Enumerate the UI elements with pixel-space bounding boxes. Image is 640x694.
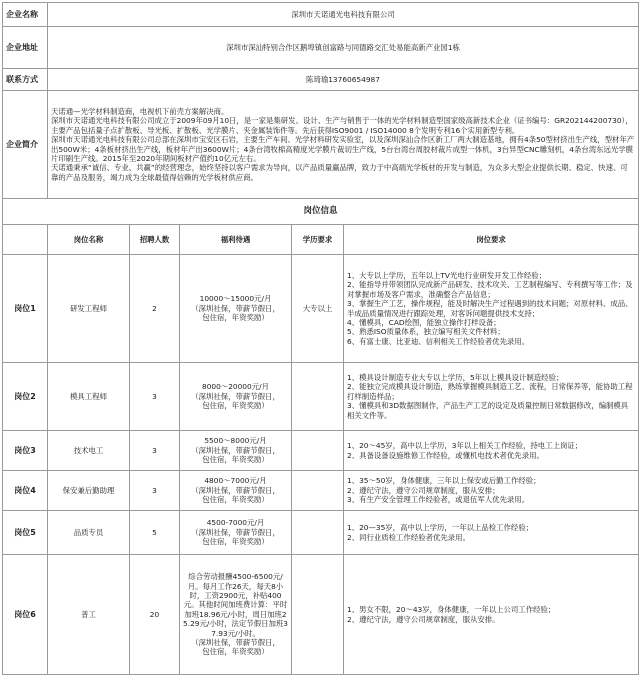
requirement-item: 5、熟悉ISO质量体系，独立编写相关文件材料； xyxy=(347,327,505,337)
header-education: 学历要求 xyxy=(292,225,344,255)
position-count: 3 xyxy=(130,471,180,511)
header-headcount: 招聘人数 xyxy=(130,225,180,255)
requirement-item: 1、35～50岁，身体健康，三年以上保安或后勤工作经验； xyxy=(347,476,541,486)
requirement-item: 2、能独立完成模具设计制造，熟练掌握模具制造工艺、流程，日常保养等，能协助工程打样制造样品； xyxy=(347,382,633,401)
company-intro xyxy=(48,91,639,199)
position-name: 品质专员 xyxy=(48,511,130,555)
position-benefits: 4500-7000元/月 （深圳社保，带薪节假日， 包住宿，年资奖励） xyxy=(180,511,292,555)
position-education xyxy=(292,363,344,431)
company-name-label: 企业名称 xyxy=(3,3,48,27)
requirement-item: 1、20—35岁，高中以上学历，一年以上品检工作经验； xyxy=(347,523,534,533)
position-requirements xyxy=(344,471,639,511)
position-benefits: 4800～7000元/月 （深圳社保，带薪节假日， 包住宿，年资奖励） xyxy=(180,471,292,511)
position-requirements xyxy=(344,555,639,675)
position-education xyxy=(292,431,344,471)
requirement-item: 6、有富士康、比亚迪、信利相关工作经验者优先录用。 xyxy=(347,336,530,346)
position-name: 技术电工 xyxy=(48,431,130,471)
table-row xyxy=(3,555,639,675)
table-row xyxy=(3,511,639,555)
company-intro-row xyxy=(3,91,639,199)
requirement-item: 2、具备设备设施维修工作经验，或懂机电技术者优先录用。 xyxy=(347,450,544,460)
position-name: 保安兼后勤助理 xyxy=(48,471,130,511)
position-name: 模具工程师 xyxy=(48,363,130,431)
company-address-label: 企业地址 xyxy=(3,27,48,69)
company-address: 深圳市深汕特别合作区鹅埠镇创富路与同德路交汇处易能高新产业园1栋 xyxy=(48,27,639,69)
position-requirements xyxy=(344,511,639,555)
position-label: 岗位4 xyxy=(3,471,48,511)
recruitment-table xyxy=(2,2,639,675)
position-count: 2 xyxy=(130,255,180,363)
table-row xyxy=(3,255,639,363)
requirement-item: 3、懂模具和3D数据图制作，产品生产工艺的设定及质量控制日常数据修改，编制模具相关文件等。 xyxy=(347,401,629,420)
requirement-item: 4、懂模具，CAD绘图，能独立操作打样设备； xyxy=(347,317,501,327)
company-address-row xyxy=(3,27,639,69)
position-label: 岗位6 xyxy=(3,555,48,675)
requirement-item: 1、男女不限，20～43岁，身体健康，一年以上公司工作经验； xyxy=(347,605,556,615)
requirement-item: 2、遵纪守法，遵守公司规章制度，服从安排。 xyxy=(347,614,500,624)
position-name: 普工 xyxy=(48,555,130,675)
position-requirements xyxy=(344,431,639,471)
requirement-item: 2、同行业质检工作经验者优先录用。 xyxy=(347,532,470,542)
requirement-item: 1、模具设计制造专业大专以上学历，5年以上模具设计制造经验； xyxy=(347,372,564,382)
position-education xyxy=(292,511,344,555)
contact-info: 陈琦瑜13760654987 xyxy=(48,69,639,91)
company-name-row xyxy=(3,3,639,27)
intro-paragraph: 深圳市天诺通光电科技有限公司总部在深圳市宝安区石岩，主要生产车间、光学材料研发实验室，以及深圳深汕合作区新工厂两大制造基地，拥有4条50型材挤出生产线，型材年产出500W米；4条板材挤出生产线，板材年产出3600W片；4条台湾牧棉高精度光学膜片裁切生产线，5台台湾台周胶材裁片成型一体机，3台异型CNC雕刻机，4条台湾东远光学膜片印刷生产线。2015年至2020年期间板材产值约10亿元左右。 xyxy=(51,135,635,163)
requirement-item: 3、有生产安全管理工作经验者，或退伍军人优先录用。 xyxy=(347,495,530,505)
position-count: 5 xyxy=(130,511,180,555)
position-count: 20 xyxy=(130,555,180,675)
position-label: 岗位1 xyxy=(3,255,48,363)
header-position-name: 岗位名称 xyxy=(48,225,130,255)
intro-paragraph: 天诺通秉承“诚信、专业、共赢”的经营理念，始终坚持以客户需求为导向，以产品质量赢品牌，致力于中高端光学板材的开发与制造，为众多大型企业提供长期、稳定、快速、可靠的产品及服务，竭力成为全球最值得信赖的光学板材供应商。 xyxy=(51,163,628,182)
position-name: 研发工程师 xyxy=(48,255,130,363)
positions-title: 岗位信息 xyxy=(3,199,639,225)
position-benefits: 综合劳动报酬4500-6500元/月。每月工作26天，每天8小时，工资2900元，补贴400元。其他时间加班费计算：平时加班18.96元/小时，周日加班25.29元/小时，法定节假日加班37.93元/小时。 （深圳社保，带薪节假日， 包住宿，年资奖励） xyxy=(180,555,292,675)
company-name: 深圳市天诺通光电科技有限公司 xyxy=(48,3,639,27)
header-benefits: 福利待遇 xyxy=(180,225,292,255)
position-label: 岗位3 xyxy=(3,431,48,471)
contact-row xyxy=(3,69,639,91)
table-row xyxy=(3,471,639,511)
position-requirements xyxy=(344,363,639,431)
table-row xyxy=(3,363,639,431)
company-intro-label: 企业简介 xyxy=(3,91,48,199)
requirement-item: 1、大专以上学历，五年以上TV光电行业研发开发工作经验； xyxy=(347,270,547,280)
requirement-item: 2、遵纪守法，遵守公司规章制度，服从安排； xyxy=(347,485,500,495)
positions-title-row xyxy=(3,199,639,225)
table-header-row xyxy=(3,225,639,255)
position-benefits: 10000～15000元/月 （深圳社保，带薪节假日， 包住宿，年资奖励） xyxy=(180,255,292,363)
contact-label: 联系方式 xyxy=(3,69,48,91)
position-education xyxy=(292,555,344,675)
requirement-item: 1、20～45岁，高中以上学历，3年以上相关工作经验，持电工上岗证； xyxy=(347,441,583,451)
position-count: 3 xyxy=(130,363,180,431)
position-label: 岗位5 xyxy=(3,511,48,555)
header-blank xyxy=(3,225,48,255)
position-count: 3 xyxy=(130,431,180,471)
position-label: 岗位2 xyxy=(3,363,48,431)
intro-paragraph: 深圳市天诺通光电科技有限公司成立于2009年09月10日，是一家是集研发、设计、生产与销售于一体的光学材料制造型国家级高新技术企业（证书编号：GR202144200730），主要产品包括量子点扩散板、导光板、扩散板、光学膜片、夹金属装饰件等。先后获得ISO9001 / ISO14000 8个发明专利16个实用新型专利。 xyxy=(51,116,633,135)
position-benefits: 5500～8000元/月 （深圳社保，带薪节假日， 包住宿，年资奖励） xyxy=(180,431,292,471)
position-education xyxy=(292,471,344,511)
position-education: 大专以上 xyxy=(292,255,344,363)
requirement-item: 2、能指导并带领团队完成新产品研发、技术攻关、工艺制程编写、专利撰写等工作；及对掌握市场及客户需求，准确整合产品信息； xyxy=(347,280,633,299)
table-row xyxy=(3,431,639,471)
intro-paragraph: 天诺通—光学材料制造商，电视机下前壳方案解决商。 xyxy=(51,106,229,116)
position-benefits: 8000～20000元/月 （深圳社保，带薪节假日， 包住宿，年资奖励） xyxy=(180,363,292,431)
header-requirements: 岗位要求 xyxy=(344,225,639,255)
requirement-item: 3、掌握生产工艺，操作规程，能及时解决生产过程遇到的技术问题；对原材料、成品、半成品质量情况进行跟踪处理，对客诉问题提供技术支持； xyxy=(347,299,633,318)
position-requirements xyxy=(344,255,639,363)
